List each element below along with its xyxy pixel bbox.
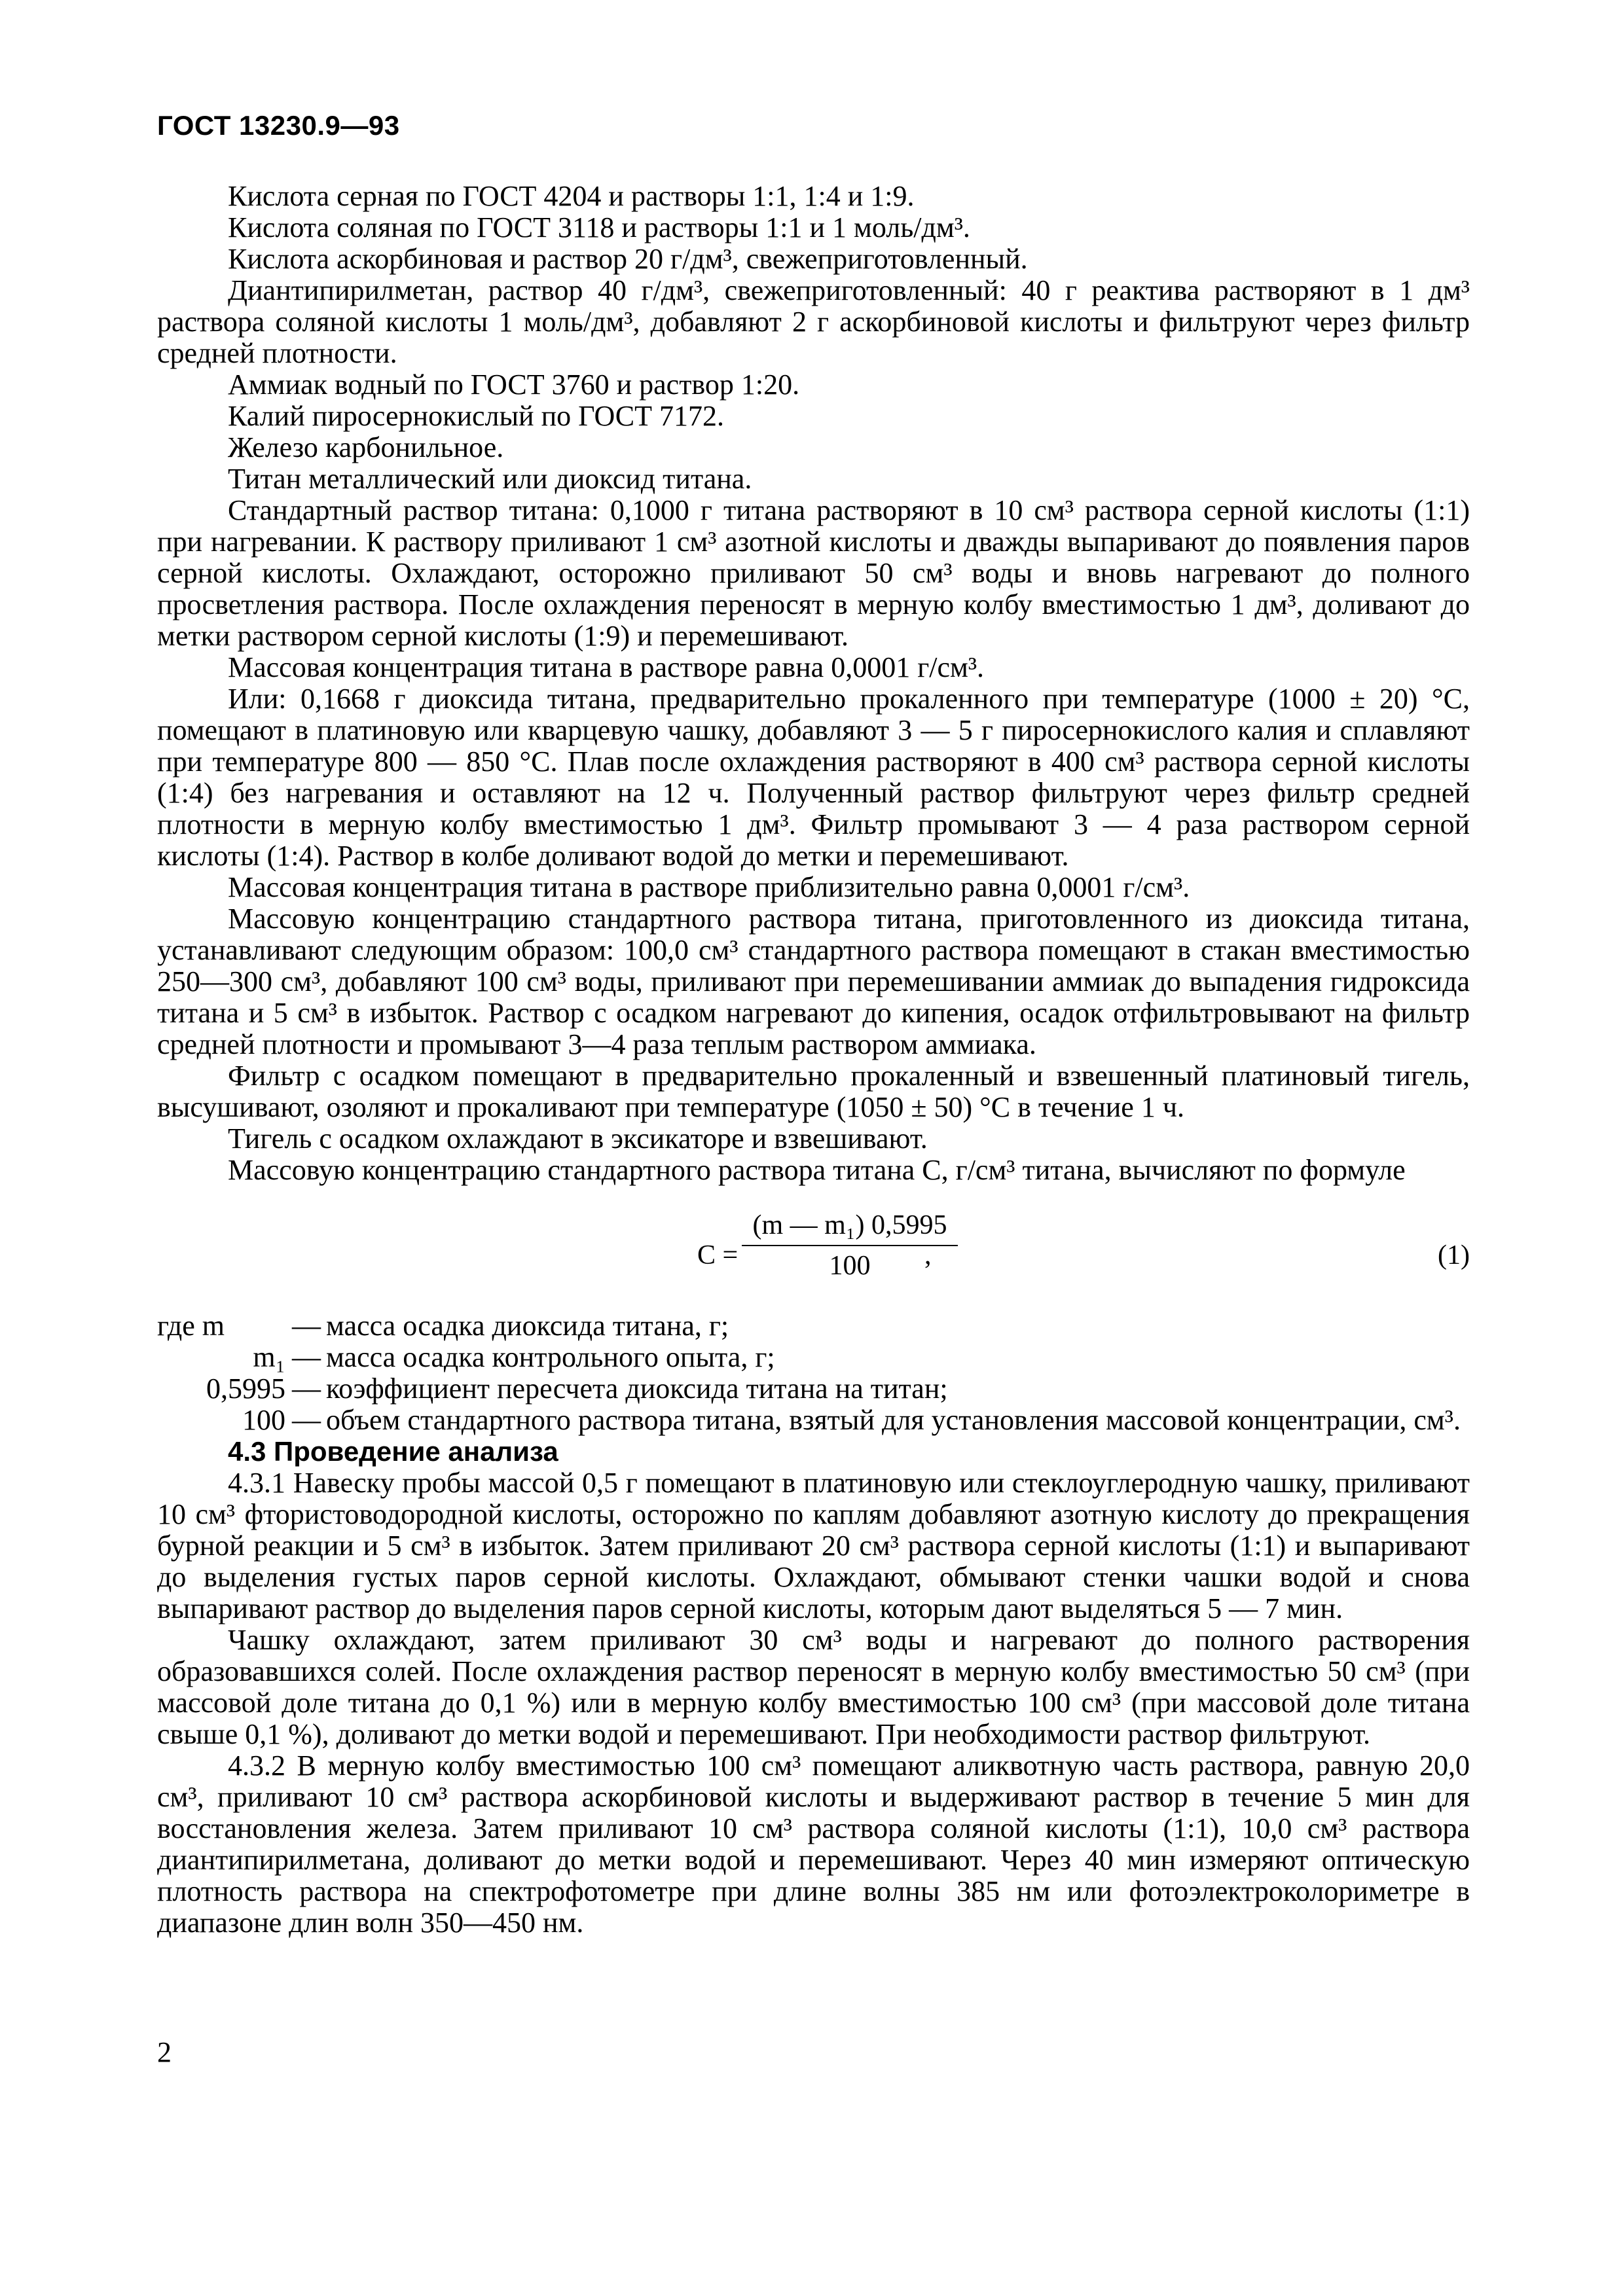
- where-symbol: 100: [242, 1404, 285, 1436]
- paragraph: Массовая концентрация титана в растворе приблизительно равна 0,0001 г/см³.: [228, 871, 1190, 903]
- formula-numerator: (m — m₁) 0,5995: [752, 1210, 947, 1240]
- formula-lhs: С =: [697, 1240, 739, 1270]
- formula-block: [157, 1206, 1470, 1304]
- paragraph: Титан металлический или диоксид титана.: [228, 463, 752, 495]
- where-dash: —: [292, 1341, 321, 1373]
- paragraph: Аммиак водный по ГОСТ 3760 и раствор 1:20.: [228, 368, 800, 401]
- paragraph: Фильтр с осадком помещают в предварительно прокаленный и взвешенный платиновый тигель, высушивают, озоляют и прокаливают при температуре (1050 ± 50) °С в течение 1 ч.: [157, 1060, 1470, 1123]
- document-header: ГОСТ 13230.9—93: [157, 110, 400, 141]
- where-symbol: m₁: [253, 1341, 285, 1373]
- formula-number: (1): [1438, 1240, 1470, 1270]
- where-definition: коэффициент пересчета диоксида титана на титан;: [326, 1372, 948, 1405]
- paragraph: Кислота серная по ГОСТ 4204 и растворы 1:1, 1:4 и 1:9.: [228, 180, 915, 212]
- paragraph: Кислота аскорбиновая и раствор 20 г/дм³, свежеприготовленный.: [228, 243, 1028, 275]
- section-heading: 4.3 Проведение анализа: [228, 1436, 558, 1467]
- document-body: [157, 181, 1470, 1939]
- paragraph: Массовую концентрацию стандартного раствора титана С, г/см³ титана, вычисляют по формуле: [228, 1154, 1406, 1186]
- where-dash: —: [292, 1310, 321, 1342]
- paragraph: Массовую концентрацию стандартного раствора титана, приготовленного из диоксида титана, устанавливают следующим образом: 100,0 см³ стандартного раствора помещают в стакан вместимостью 250—300 см³, добавляют 100 см³ воды, приливают при перемешивании аммиак до выпадения гидроксида титана и 5 см³ в избыток. Раствор с осадком нагревают до кипения, осадок отфильтровывают на фильтр средней плотности и промывают 3—4 раза теплым раствором аммиака.: [157, 903, 1470, 1060]
- where-symbol: 0,5995: [206, 1372, 285, 1405]
- where-definition: объем стандартного раствора титана, взятый для установления массовой концентрации, см³.: [326, 1404, 1461, 1436]
- paragraph: Стандартный раствор титана: 0,1000 г титана растворяют в 10 см³ раствора серной кислоты (1:1) при нагревании. К раствору приливают 1 см³ азотной кислоты и дважды выпаривают до появления паров серной кислоты. Охлаждают, осторожно приливают 50 см³ воды и вновь нагревают до полного просветления раствора. После охлаждения переносят в мерную колбу вместимостью 1 дм³, доливают до метки раствором серной кислоты (1:9) и перемешивают.: [157, 494, 1470, 652]
- paragraph: Диантипирилметан, раствор 40 г/дм³, свежеприготовленный: 40 г реактива растворяют в 1 дм³ раствора соляной кислоты 1 моль/дм³, добавляют 2 г аскорбиновой кислоты и фильтруют через фильтр средней плотности.: [157, 274, 1470, 369]
- where-item: [157, 1373, 1470, 1405]
- paragraph: Калий пиросернокислый по ГОСТ 7172.: [228, 400, 725, 432]
- where-item: [157, 1342, 1470, 1373]
- formula-denominator: 100: [829, 1251, 871, 1281]
- paragraph: Или: 0,1668 г диоксида титана, предварительно прокаленного при температуре (1000 ± 20) °С, помещают в платиновую или кварцевую чашку, добавляют 3 — 5 г пиросернокислого калия и сплавляют при температуре 800 — 850 °С. Плав после охлаждения растворяют в 400 см³ раствора серной кислоты (1:4) без нагревания и оставляют на 12 ч. Полученный раствор фильтруют через фильтр средней плотности в мерную колбу вместимостью 1 дм³. Фильтр промывают 3 — 4 раза раствором серной кислоты (1:4). Раствор в колбе доливают водой до метки и перемешивают.: [157, 683, 1470, 872]
- formula-comma: ,: [924, 1240, 932, 1270]
- document-page: [157, 0, 1470, 2296]
- where-item: [157, 1405, 1470, 1436]
- paragraph: Чашку охлаждают, затем приливают 30 см³ воды и нагревают до полного растворения образовавшихся солей. После охлаждения раствор переносят в мерную колбу вместимостью 50 см³ (при массовой доле титана до 0,1 %) или в мерную колбу вместимостью 100 см³ (при массовой доле титана свыше 0,1 %), доливают до метки водой и перемешивают. При необходимости раствор фильтруют.: [157, 1624, 1470, 1750]
- paragraph: Железо карбонильное.: [228, 431, 504, 463]
- paragraph: Массовая концентрация титана в растворе равна 0,0001 г/см³.: [228, 651, 985, 683]
- page-number: 2: [157, 2036, 172, 2068]
- paragraph: 4.3.2 В мерную колбу вместимостью 100 см³ помещают аликвотную часть раствора, равную 20,0 см³, приливают 10 см³ раствора аскорбиновой кислоты и выдерживают раствор в течение 5 мин для восстановления железа. Затем приливают 10 см³ раствора соляной кислоты (1:1), 10,0 см³ раствора диантипирилметана, доливают до метки водой и перемешивают. Через 40 мин измеряют оптическую плотность раствора на спектрофотометре при длине волны 385 нм или фотоэлектроколориметре в диапазоне длин волн 350—450 нм.: [157, 1749, 1470, 1939]
- where-item: [157, 1310, 1470, 1342]
- paragraph: Кислота соляная по ГОСТ 3118 и растворы 1:1 и 1 моль/дм³.: [228, 211, 970, 243]
- where-dash: —: [292, 1404, 321, 1436]
- where-definition: масса осадка диоксида титана, г;: [326, 1310, 729, 1342]
- where-dash: —: [292, 1372, 321, 1405]
- where-symbol: где m: [157, 1310, 225, 1342]
- where-list: [157, 1310, 1470, 1436]
- where-definition: масса осадка контрольного опыта, г;: [326, 1341, 775, 1373]
- paragraph: 4.3.1 Навеску пробы массой 0,5 г помещают в платиновую или стеклоуглеродную чашку, приливают 10 см³ фтористоводородной кислоты, осторожно по каплям добавляют азотную кислоту до прекращения бурной реакции и 5 см³ в избыток. Затем приливают 20 см³ раствора серной кислоты (1:1) и выпаривают до выделения густых паров серной кислоты. Охлаждают, обмывают стенки чашки водой и снова выпаривают раствор до выделения паров серной кислоты, которым дают выделяться 5 — 7 мин.: [157, 1467, 1470, 1624]
- paragraph: Тигель с осадком охлаждают в эксикаторе и взвешивают.: [228, 1122, 928, 1155]
